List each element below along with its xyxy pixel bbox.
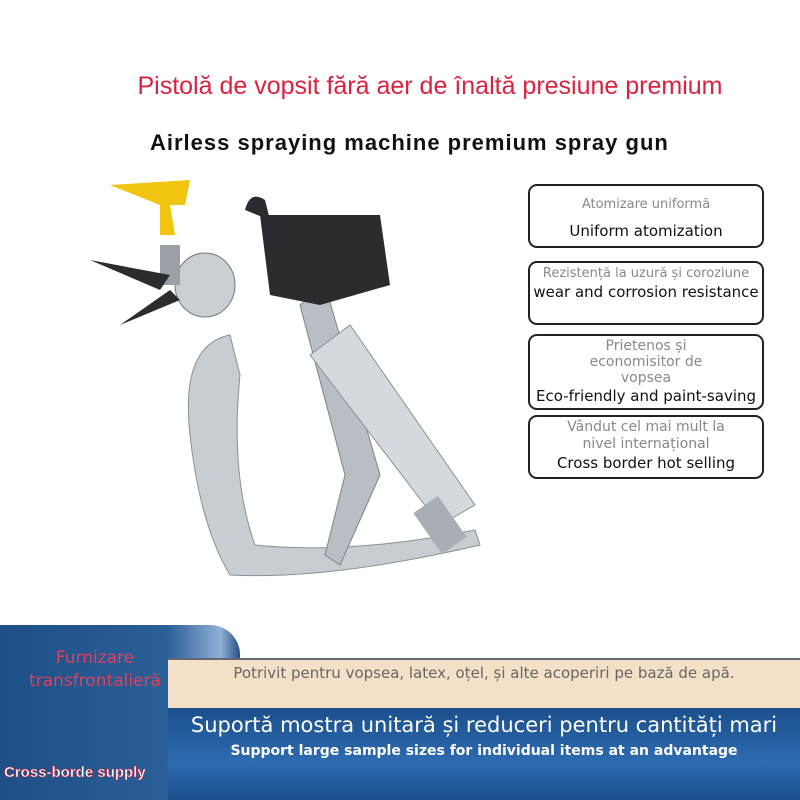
feature-ro: Prietenos și economisitor de vopsea [589, 338, 703, 386]
feature-en: Cross border hot selling [556, 454, 736, 472]
cross-border-en: Cross-borde supply [4, 764, 146, 781]
feature-card-3 [528, 334, 764, 410]
cross-border-ro: Furnizare transfrontalieră [29, 648, 161, 691]
suitable-text: Potrivit pentru vopsea, latex, oțel, și alte acoperiri pe bază de apă. [233, 664, 735, 682]
support-ro: Suportă mostra unitară și reduceri pentru cantități mari [190, 713, 778, 737]
support-banner [168, 708, 800, 800]
suitable-banner [168, 658, 800, 708]
support-en: Support large sample sizes for individual items at an advantage [230, 743, 738, 759]
spray-gun-image [80, 175, 500, 595]
feature-card-4 [528, 415, 764, 479]
feature-en: Eco-friendly and paint-saving [535, 387, 757, 405]
feature-en: wear and corrosion resistance [533, 283, 759, 301]
title-ro: Pistolă de vopsit fără aer de înaltă presiune premium [137, 72, 723, 100]
feature-ro: Vândut cel mai mult la nivel internațional [567, 419, 725, 452]
feature-ro: Atomizare uniformă [581, 197, 711, 212]
feature-card-2 [528, 261, 764, 325]
title-en: Airless spraying machine premium spray gun [150, 130, 669, 155]
feature-card-1 [528, 184, 764, 248]
feature-en: Uniform atomization [569, 222, 723, 240]
feature-ro: Rezistență la uzură și coroziune [542, 266, 750, 281]
